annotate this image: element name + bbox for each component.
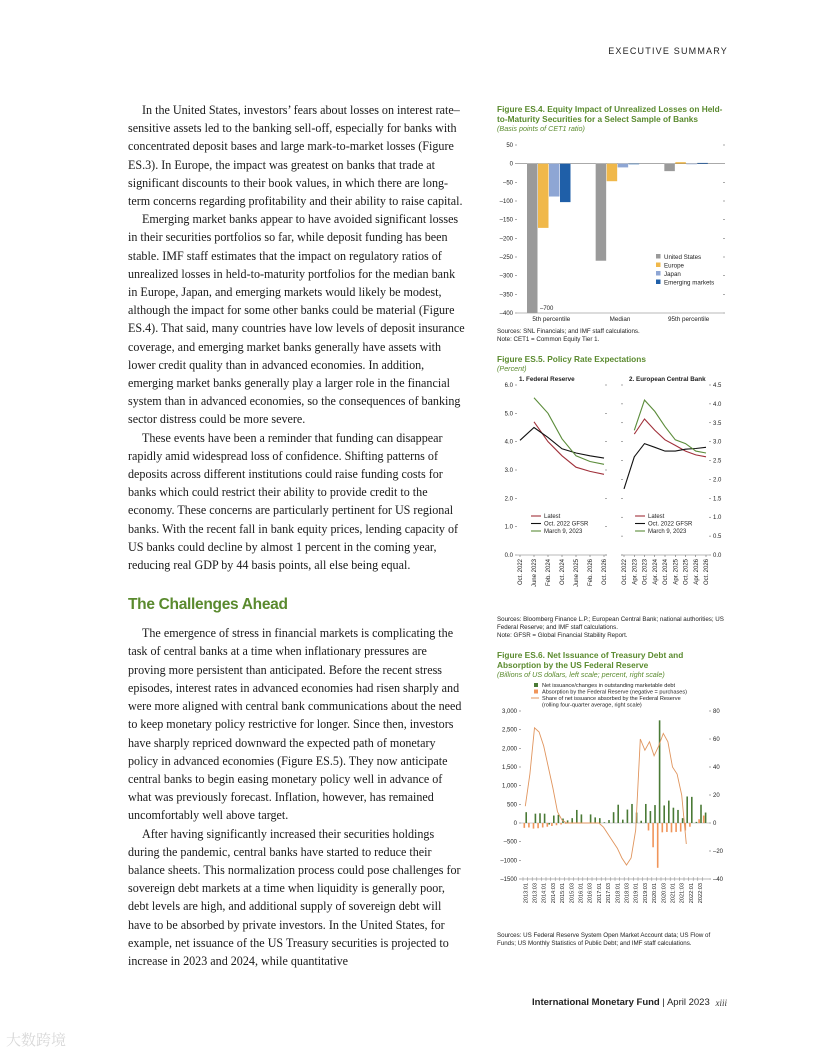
svg-text:20: 20 — [713, 793, 720, 799]
svg-text:2022:01: 2022:01 — [688, 883, 695, 904]
svg-text:2016:01: 2016:01 — [578, 883, 585, 904]
svg-text:Feb. 2024: Feb. 2024 — [546, 559, 552, 587]
figure-subtitle: (Billions of US dollars, left scale; percent, right scale) — [497, 670, 665, 679]
paragraph: Emerging market banks appear to have avoided significant losses in their securities portfolios so far, while deposit funding has been stable. IMF staff estimates that the impact on regulatory ratios of unrealized losses in held-to-maturity portfolios for the median bank in Europe, Japan, and emerging markets would likely be modest, although the impact for some other banks could be material (Figure ES.4). That said, many countries have low levels of deposit insurance coverage, and emerging market banks generally have assets with lower credit quality than in advanced economies. In addition, emerging market banks generally play a larger role in the financial system than in advanced economies, so the consequences of banking sector distress could be more severe. — [128, 212, 465, 427]
svg-text:2019:03: 2019:03 — [642, 883, 649, 904]
svg-text:Oct. 2022 GFSR: Oct. 2022 GFSR — [544, 521, 589, 528]
footer-divider: | — [662, 997, 667, 1008]
svg-text:2. European Central Bank: 2. European Central Bank — [629, 376, 706, 383]
chart-es6 — [497, 679, 729, 927]
svg-text:–200: –200 — [499, 236, 513, 243]
svg-text:2013:01: 2013:01 — [523, 883, 530, 904]
svg-text:–100: –100 — [499, 199, 513, 205]
svg-text:Apr. 2024: Apr. 2024 — [652, 559, 659, 585]
svg-text:Oct. 2023: Oct. 2023 — [642, 559, 649, 586]
svg-text:40: 40 — [713, 765, 720, 771]
svg-text:2019:01: 2019:01 — [633, 883, 640, 904]
chart-es4 — [497, 133, 729, 323]
svg-text:March 9, 2023: March 9, 2023 — [648, 529, 687, 535]
svg-text:Apr. 2026: Apr. 2026 — [693, 559, 700, 585]
paragraph: These events have been a reminder that funding can disappear rapidly amid widespread loss of confidence. Shifting patterns of deposits across different institutions could raise funding costs for banks which could restrict their ability to provide credit to the economy. These concerns are particularly pertinent for US regional banks. With the recent fall in bank equity prices, lending capacity of US banks could decline by almost 1 percent in the coming year, reducing real GDP by 44 basis points, all else being equal. — [128, 430, 459, 573]
svg-text:3,000: 3,000 — [501, 709, 517, 715]
svg-text:1. Federal Reserve: 1. Federal Reserve — [519, 376, 575, 383]
svg-text:2021:01: 2021:01 — [670, 883, 677, 904]
footer-publisher: International Monetary Fund — [532, 997, 660, 1008]
running-head: EXECUTIVE SUMMARY — [608, 46, 728, 56]
svg-text:1.0: 1.0 — [504, 524, 513, 531]
svg-text:Oct. 2024: Oct. 2024 — [663, 559, 669, 586]
figure-note: Note: GFSR = Global Financial Stability Report. — [497, 632, 628, 639]
svg-text:–1000: –1000 — [500, 858, 517, 865]
svg-text:2020:03: 2020:03 — [661, 883, 668, 904]
svg-text:3.0: 3.0 — [504, 468, 513, 474]
svg-text:Europe: Europe — [664, 262, 684, 270]
svg-text:June 2025: June 2025 — [574, 559, 580, 588]
watermark: 大数跨境 — [6, 1032, 67, 1049]
svg-text:2,500: 2,500 — [501, 727, 517, 734]
svg-text:2021:03: 2021:03 — [679, 883, 686, 904]
svg-text:Apr. 2023: Apr. 2023 — [632, 559, 639, 585]
figure-title: Figure ES.5. Policy Rate Expectations — [497, 354, 646, 364]
svg-text:(rolling four-quarter average,: (rolling four-quarter average, right scale) — [542, 702, 642, 709]
figure-es5 — [497, 354, 729, 640]
svg-text:2017:01: 2017:01 — [596, 883, 603, 904]
footer — [532, 997, 710, 1008]
svg-text:Emerging markets: Emerging markets — [664, 279, 715, 287]
svg-text:4.0: 4.0 — [504, 439, 513, 446]
footer-date: April 2023 — [666, 997, 710, 1008]
svg-text:2014:01: 2014:01 — [541, 883, 548, 904]
svg-text:Oct. 2022: Oct. 2022 — [622, 559, 628, 586]
svg-text:1,000: 1,000 — [501, 783, 517, 790]
figure-sources: Sources: SNL Financials; and IMF staff calculations. — [497, 328, 640, 335]
svg-text:Latest: Latest — [648, 514, 665, 520]
svg-text:–300: –300 — [499, 273, 513, 280]
svg-text:Oct. 2026: Oct. 2026 — [704, 559, 710, 586]
svg-text:United States: United States — [664, 254, 702, 261]
svg-text:0.5: 0.5 — [713, 534, 722, 541]
svg-text:2,000: 2,000 — [501, 746, 517, 753]
svg-text:2018:03: 2018:03 — [624, 883, 631, 904]
svg-text:Latest: Latest — [544, 514, 561, 520]
svg-text:–700: –700 — [540, 306, 554, 312]
paragraph: In the United States, investors’ fears about losses on interest rate–sensitive assets led to the banking sell-off, especially for banks with concentrated deposit bases and large mark-to-market losses (Figure ES.3). In Europe, the impact was greatest on banks that trade at significant discounts to their book values, in which there are long-term concerns regarding profitability and their ability to raise capital. — [128, 103, 463, 209]
figure-title: Figure ES.4. Equity Impact of Unrealized Losses on Held-to-Maturity Securities for a Select Sample of Banks — [497, 104, 723, 124]
svg-text:–250: –250 — [499, 255, 513, 261]
svg-text:2013:03: 2013:03 — [532, 883, 539, 904]
chart-es5 — [497, 373, 729, 611]
svg-text:Oct. 2022: Oct. 2022 — [518, 559, 524, 586]
svg-text:2015:03: 2015:03 — [569, 883, 576, 904]
svg-text:Median: Median — [609, 316, 631, 323]
svg-text:2.0: 2.0 — [504, 496, 513, 503]
svg-text:–350: –350 — [499, 292, 513, 299]
svg-text:2020:01: 2020:01 — [652, 883, 659, 904]
figure-subtitle: (Percent) — [497, 364, 527, 373]
svg-text:Feb. 2026: Feb. 2026 — [588, 559, 594, 587]
svg-text:–400: –400 — [499, 311, 513, 317]
svg-text:June 2023: June 2023 — [532, 559, 538, 588]
svg-text:0.0: 0.0 — [713, 553, 722, 559]
figure-es4 — [497, 104, 729, 344]
svg-text:2022:03: 2022:03 — [698, 883, 705, 904]
svg-text:2014:03: 2014:03 — [550, 883, 557, 904]
svg-text:2017:03: 2017:03 — [606, 883, 613, 904]
svg-text:1,500: 1,500 — [501, 765, 517, 771]
svg-text:5.0: 5.0 — [504, 411, 513, 418]
figure-sources: Sources: US Federal Reserve System Open Market Account data; US Flow of Funds; US Monthly Statistics of Public Debt; and IMF staff calculations. — [497, 932, 711, 947]
svg-text:60: 60 — [713, 737, 720, 743]
figure-subtitle: (Basis points of CET1 ratio) — [497, 124, 585, 133]
svg-text:Oct. 2022 GFSR: Oct. 2022 GFSR — [648, 521, 693, 528]
svg-text:–50: –50 — [502, 180, 513, 187]
svg-text:95th percentile: 95th percentile — [668, 316, 710, 323]
svg-text:0.0: 0.0 — [504, 553, 513, 559]
svg-text:0: 0 — [713, 821, 717, 827]
figure-note: Note: CET1 = Common Equity Tier 1. — [497, 336, 600, 343]
paragraph: The emergence of stress in financial markets is complicating the task of central banks at a time when inflationary pressures are proving more persistent than anticipated. Before the recent stress episodes, interest rates in advanced economies had risen sharply and were more aligned with central bank communications about the need to keep monetary policy restrictive for longer. Since then, investors have sharply repriced downward the expected path of monetary policy in advanced economies (Figure ES.5). They now anticipate central banks to begin easing monetary policy well in advance of what was previously forecast. Inflation, however, has remained uncomfortably well above target. — [128, 626, 462, 823]
svg-text:–1500: –1500 — [500, 877, 517, 883]
svg-text:50: 50 — [506, 143, 513, 149]
svg-text:–150: –150 — [499, 217, 513, 224]
svg-text:2015:01: 2015:01 — [560, 883, 567, 904]
svg-text:2.0: 2.0 — [713, 477, 722, 484]
figure-title: Figure ES.6. Net Issuance of Treasury Debt and Absorption by the US Federal Reserve — [497, 650, 684, 670]
svg-text:3.5: 3.5 — [713, 420, 722, 427]
svg-text:Oct. 2024: Oct. 2024 — [560, 559, 566, 586]
svg-text:Japan: Japan — [664, 271, 681, 278]
svg-text:March 9, 2023: March 9, 2023 — [544, 529, 583, 535]
svg-text:Oct. 2025: Oct. 2025 — [683, 559, 690, 586]
paragraph: After having significantly increased their securities holdings during the pandemic, central banks have started to reduce their balance sheets. This normalization process could pose challenges for sovereign debt markets at a time when liquidity is generally poor, debt levels are high, and additional supply of sovereign debt will have to be absorbed by private investors. In the United States, for example, net issuance of the US Treasury securities is projected to increase in 2023 and 2024, while quantitative — [128, 826, 461, 968]
svg-text:2016:03: 2016:03 — [587, 883, 594, 904]
svg-text:2.5: 2.5 — [713, 458, 722, 465]
page-number: xiii — [715, 998, 727, 1008]
svg-text:0: 0 — [513, 821, 517, 827]
svg-text:4.5: 4.5 — [713, 383, 722, 389]
figure-es6 — [497, 650, 729, 948]
svg-text:500: 500 — [506, 802, 517, 809]
svg-text:1.5: 1.5 — [713, 496, 722, 503]
body-text-column — [128, 101, 466, 970]
svg-text:–40: –40 — [713, 877, 724, 883]
section-heading: The Challenges Ahead — [128, 596, 288, 614]
svg-text:–20: –20 — [713, 849, 724, 855]
svg-text:80: 80 — [713, 709, 720, 715]
figures-column — [497, 104, 729, 948]
svg-text:5th percentile: 5th percentile — [532, 316, 571, 323]
svg-text:Apr. 2025: Apr. 2025 — [673, 559, 680, 585]
svg-text:4.0: 4.0 — [713, 401, 722, 408]
svg-text:1.0: 1.0 — [713, 515, 722, 522]
svg-text:6.0: 6.0 — [504, 383, 513, 389]
svg-text:2018:01: 2018:01 — [615, 883, 622, 904]
figure-sources: Sources: Bloomberg Finance L.P.; European Central Bank; national authorities; US Federal Reserve; and IMF staff calculations. — [497, 616, 724, 631]
svg-text:0: 0 — [509, 161, 513, 168]
svg-text:Share of net issuance absorbed: Share of net issuance absorbed by the Federal Reserve — [542, 696, 681, 702]
svg-text:Oct. 2026: Oct. 2026 — [602, 559, 608, 586]
svg-text:Absorption by the Federal Rese: Absorption by the Federal Reserve (negative = purchases) — [542, 689, 688, 696]
svg-text:Net issuance/changes in outsta: Net issuance/changes in outstanding marketable debt — [542, 683, 676, 689]
svg-text:–500: –500 — [503, 839, 517, 846]
svg-text:3.0: 3.0 — [713, 439, 722, 446]
